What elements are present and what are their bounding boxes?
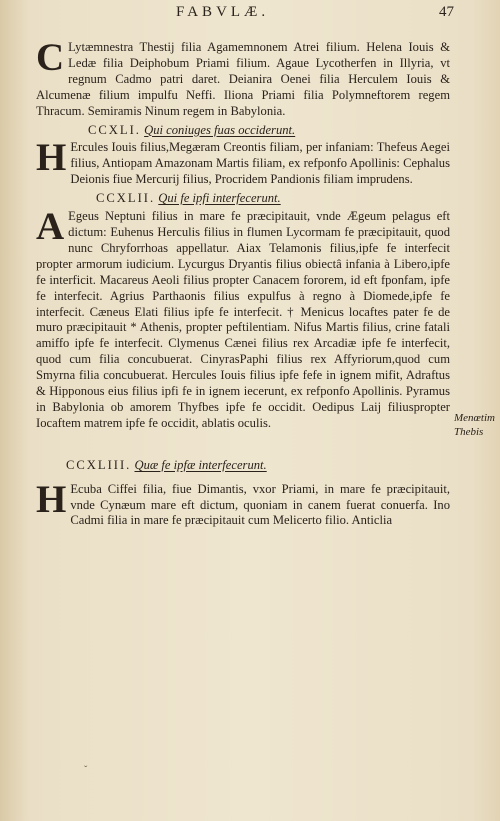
margin-note <box>454 411 498 439</box>
fable-heading-243 <box>36 458 450 474</box>
page-header <box>0 4 500 24</box>
fable-242 <box>36 205 450 432</box>
fable-paragraph <box>36 36 450 120</box>
drop-cap: A <box>36 205 65 249</box>
fable-number: CCXLII. <box>96 191 156 206</box>
page-number: 47 <box>439 4 454 20</box>
fable-text: Egeus Neptuni filius in mare fe præcipitauit, vnde Ægeum pelagus eft dictum: Euhenus Herculis filius in flumen Lycormam fe præcipitauit, quod nunc Chryforrhoas appellatur. Aiax Telamonis filius,ipfe fe interfecit propter armorum iudicium. Lycurgus Dryantis filius obiectâ infania à Libero,ipfe fe interficit. Macareus Aeoli filius propter Canacem fororem, id eft fponfam, ipfe fe interfecit. Agrius Parthaonis filius expulfus à regno à Diomede,ipfe fe interfecit. Cæneus Elati filius ipfe fe interfecit. † Menicus locaftes pater fe de muro præcipitauit * Athenis, propter peftilentiam. Nifus Martis filius, crine fatali amiffo ipfe fe interfecit. Clymenus Cænei filius rex Arcadiæ ipfe fe interfecit, quod cum filia concubuerat. CinyrasPaphi filius rex Affyriorum,quod cum Smyrna filia concubuerat. Hercules Iouis filius ipfe fefe in ignem mifit, Adraftus & Hipponous eius filius ipfi fe in ignem iecerunt, ex refponfo Apollinis. Pyramus in Babylonia ob amorem Thyfbes ipfe fe occidit. Oedipus Laij filiuspropter Iocaftem matrem ipfe fe occidit, ablatis oculis. <box>36 209 450 430</box>
running-title: FABVLÆ. <box>176 4 270 20</box>
fable-subtitle: Qui fe ipfi interfecerunt. <box>158 191 281 206</box>
fable-paragraph <box>36 477 450 530</box>
fable-paragraph <box>36 205 450 432</box>
drop-cap: C <box>36 36 65 79</box>
fable-clytaemnestra <box>36 36 450 120</box>
fable-number: CCXLI. <box>88 122 141 137</box>
fable-subtitle: Qui coniuges fuas occiderunt. <box>144 122 296 137</box>
fable-heading-241 <box>36 123 450 139</box>
fable-text: Lytæmnestra Thestij filia Agamemnonem Atrei filium. Helena Iouis & Ledæ filia Deiphobum Priami filium. Agaue Lycotherfen in Illyria, vt regnum Cadmo patri daret. Deianira Oenei filia Herculem Iouis & Alcumenæ filium impulfu Neffi. Iliona Priami filia Polymneftorem regem Thracum. Semiramis Ninum regem in Babylonia. <box>36 40 450 118</box>
drop-cap: H <box>36 477 67 521</box>
margin-note-line: Menœtim <box>454 412 495 424</box>
fable-number: CCXLIII. <box>66 457 132 472</box>
margin-note-line: Thebis <box>454 426 484 438</box>
fable-241 <box>36 136 450 188</box>
fable-text: Ecuba Ciffei filia, fiue Dimantis, vxor Priami, in mare fe præcipitauit, vnde Cynæum mare eft dictum, quoniam in canem fuerat conuerfa. Ino Cadmi filia in mare fe præcipitauit cum Melicerto filio. Anticlia <box>70 481 450 528</box>
fable-text: Ercules Iouis filius,Megæram Creontis filiam, per infaniam: Thefeus Aegei filius, Antiopam Amazonam Martis filiam, ex refponfo Apollinis: Cephalus Deionis fiue Mercurij filius, Procridem Pandionis filiam imprudens. <box>70 140 450 187</box>
stray-mark: ˇ <box>84 765 88 776</box>
main-text <box>36 36 450 529</box>
fable-paragraph <box>36 136 450 188</box>
fable-243 <box>36 477 450 530</box>
drop-cap: H <box>36 136 67 180</box>
fable-heading-242 <box>36 191 450 207</box>
fable-subtitle: Quæ fe ipfæ interfecerunt. <box>134 457 267 472</box>
